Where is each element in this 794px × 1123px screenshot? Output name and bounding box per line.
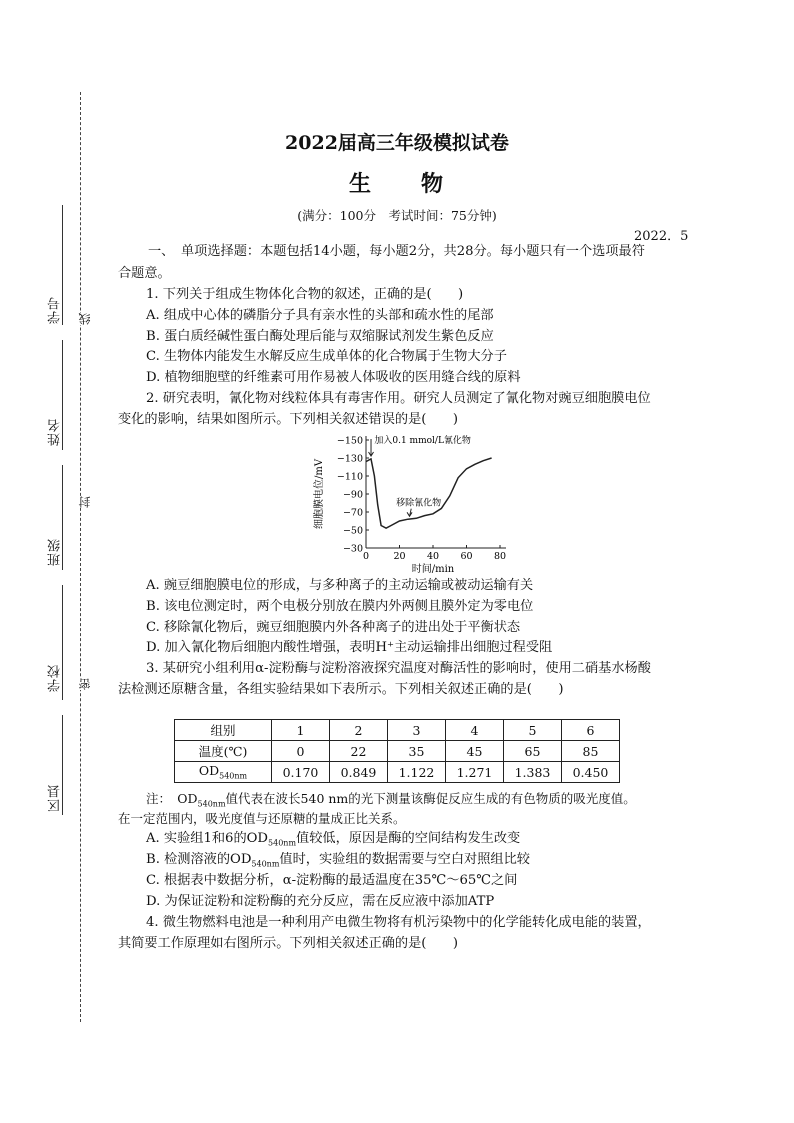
table-row [175, 741, 620, 762]
q2-option-b: B. 该电位测定时，两个电极分别放在膜内外两侧且膜外定为零电位 [146, 599, 534, 614]
chart-y-tick-label: −130 [336, 453, 363, 465]
chart-x-tick-label: 60 [460, 551, 473, 562]
table-cell: 6 [562, 720, 620, 741]
q1-stem: 1. 下列关于组成生物体化合物的叙述，正确的是( ) [146, 287, 464, 302]
table-cell: 1.122 [388, 762, 446, 783]
chart-annotation-remove-cyanide: 移除氰化物 [396, 498, 442, 509]
chart-y-tick-label: −50 [342, 525, 363, 537]
q3-stem-cont: 法检测还原糖含量，各组实验结果如下表所示。下列相关叙述正确的是( ) [118, 682, 564, 697]
class-label: 班级 [48, 538, 63, 566]
exam-meta: (满分：100分 考试时间：75分钟) [297, 208, 497, 223]
chart-x-tick-label: 40 [426, 551, 440, 562]
student-id-label: 学号 [48, 296, 63, 324]
q3-option-a: A. 实验组1和6的$OD_{540nm}$值较低，原因是酶的空间结构发生改变 [146, 831, 521, 848]
cut-mark-secret: 密 [78, 678, 92, 690]
chart-y-tick-label: −110 [336, 471, 363, 483]
table-row-header: 组别 [175, 720, 272, 741]
table-row-header: 温度(℃) [175, 741, 272, 762]
table-cell: 1.383 [504, 762, 562, 783]
section-heading: 一、 单项选择题：本题包括14小题，每小题2分，共28分。每小题只有一个选项最符 [148, 244, 645, 259]
chart-y-axis-label: 细胞膜电位/mV [314, 458, 325, 530]
table-cell: 85 [562, 741, 620, 762]
chart-x-tick-label: 20 [393, 551, 406, 562]
table-cell: 2 [330, 720, 388, 741]
q3-stem: 3. 某研究小组利用α-淀粉酶与淀粉溶液探究温度对酶活性的影响时，使用二硝基水杨酸 [146, 661, 651, 676]
table-cell: 5 [504, 720, 562, 741]
enzyme-results-table [174, 719, 620, 783]
cut-mark-line: 线 [78, 313, 92, 325]
q4-stem-cont: 其简要工作原理如右图所示。下列相关叙述正确的是( ) [118, 936, 458, 951]
subject-title: 生 物 [348, 171, 445, 197]
table-cell: 22 [330, 741, 388, 762]
table-cell: 1 [272, 720, 330, 741]
table-note-cont: 在一定范围内，吸光度值与还原糖的量成正比关系。 [118, 811, 406, 826]
chart-axes [366, 436, 506, 548]
q1-option-c: C. 生物体内能发生水解反应生成单体的化合物属于生物大分子 [146, 349, 507, 364]
exam-date: 2022．5 [634, 229, 689, 244]
section-heading-cont: 合题意。 [118, 266, 171, 281]
q3-option-d: D. 为保证淀粉和淀粉酶的充分反应，需在反应液中添加ATP [146, 894, 495, 909]
table-cell: 45 [446, 741, 504, 762]
table-cell: 0 [272, 741, 330, 762]
chart-x-axis-label: 时间/min [411, 564, 455, 575]
q2-option-d: D. 加入氰化物后细胞内酸性增强，表明H⁺主动运输排出细胞过程受阻 [146, 640, 553, 655]
q2-option-c: C. 移除氰化物后，豌豆细胞膜内外各种离子的进出处于平衡状态 [146, 620, 521, 635]
chart-y-tick-label: −70 [342, 507, 363, 519]
q3-option-c: C. 根据表中数据分析，α-淀粉酶的最适温度在35℃～65℃之间 [146, 873, 518, 888]
name-label: 姓名 [48, 418, 63, 446]
table-cell: 35 [388, 741, 446, 762]
district-label: 区县 [48, 784, 63, 812]
membrane-potential-line [366, 458, 492, 528]
chart-arrow-remove [407, 509, 412, 517]
table-cell: 4 [446, 720, 504, 741]
table-cell: 3 [388, 720, 446, 741]
q1-option-d: D. 植物细胞壁的纤维素可用作易被人体吸收的医用缝合线的原料 [146, 370, 521, 385]
table-cell: 1.271 [446, 762, 504, 783]
membrane-potential-chart [310, 428, 520, 578]
q3-option-b: B. 检测溶液的$OD_{540nm}$值时，实验组的数据需要与空白对照组比较 [146, 852, 530, 869]
chart-y-tick-label: −90 [342, 489, 363, 501]
table-row-header: $OD_{540nm}$ [175, 762, 272, 783]
q2-stem-cont: 变化的影响，结果如图所示。下列相关叙述错误的是( ) [118, 412, 458, 427]
q4-stem: 4. 微生物燃料电池是一种利用产电微生物将有机污染物中的化学能转化成电能的装置， [146, 915, 651, 930]
chart-x-tick-label: 80 [493, 551, 507, 562]
table-cell: 65 [504, 741, 562, 762]
chart-arrow-add [369, 439, 374, 456]
chart-x-tick-label: 0 [362, 551, 370, 562]
table-cell: 0.849 [330, 762, 388, 783]
table-note: 注： $OD_{540nm}$值代表在波长540 nm的光下测量该酶促反应生成的有色物质的吸光度值。 [146, 791, 636, 809]
q2-option-a: A. 豌豆细胞膜电位的形成，与多种离子的主动运输或被动运输有关 [146, 578, 534, 593]
table-cell: 0.170 [272, 762, 330, 783]
exam-title: 2022届高三年级模拟试卷 [285, 132, 509, 154]
chart-y-tick-label: −30 [342, 543, 363, 555]
table-row [175, 762, 620, 783]
binding-dashed-line [80, 92, 81, 1022]
cut-mark-seal: 封 [78, 496, 92, 508]
q2-stem: 2. 研究表明，氰化物对线粒体具有毒害作用。研究人员测定了氰化物对豌豆细胞膜电位 [146, 391, 651, 406]
table-cell: 0.450 [562, 762, 620, 783]
q1-option-b: B. 蛋白质经碱性蛋白酶处理后能与双缩脲试剂发生紫色反应 [146, 329, 494, 344]
chart-annotation-add-cyanide: 加入0.1 mmol/L氰化物 [374, 436, 471, 446]
chart-y-tick-label: −150 [336, 435, 363, 447]
school-label: 学校 [48, 664, 63, 692]
q1-option-a: A. 组成中心体的磷脂分子具有亲水性的头部和疏水性的尾部 [146, 308, 494, 323]
table-row [175, 720, 620, 741]
